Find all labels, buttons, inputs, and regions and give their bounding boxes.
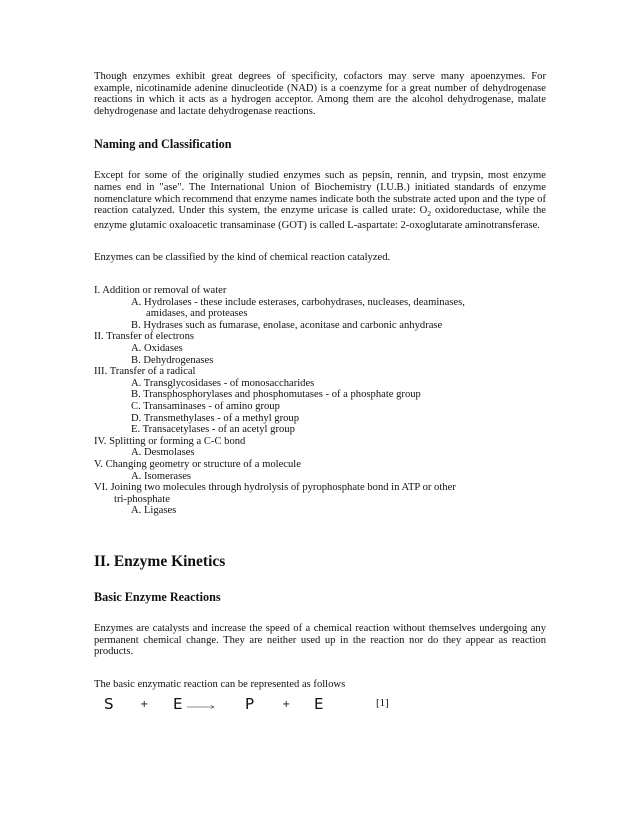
reaction-arrow-icon [187,703,247,711]
enzyme-reaction-equation [94,695,414,715]
naming-heading: Naming and Classification [94,137,232,152]
catalyst-paragraph: Enzymes are catalysts and increase the speed of a chemical reaction without themselves undergoing any permanent chemical change. They are neither used up in the reaction nor do they appear as reaction products. [94,622,546,658]
outline-item: I. Addition or removal of water [94,285,227,297]
oxygen-subscript: 2 [427,209,432,219]
classification-outline [94,285,546,517]
outline-item: B. Hydrases such as fumarase, enolase, aconitase and carbonic anhydrase [131,319,443,331]
outline-item: III. Transfer of a radical [94,366,196,378]
product-symbol: P [245,695,255,713]
outline-item: A. Isomerases [131,470,192,482]
outline-item: A. Oxidases [131,343,183,355]
reaction-intro-paragraph: The basic enzymatic reaction can be represented as follows [94,678,346,690]
outline-item: A. Transglycosidases - of monosaccharides [131,377,315,389]
outline-item: V. Changing geometry or structure of a molecule [94,458,301,470]
document-page [94,71,546,690]
enzyme-symbol: E [314,695,324,713]
outline-item: VI. Joining two molecules through hydrolysis of pyrophosphate bond in ATP or other [94,482,456,494]
outline-item: II. Transfer of electrons [94,331,195,343]
outline-item: B. Transphosphorylases and phosphomutases - of a phosphate group [131,389,421,401]
outline-item: A. Desmolases [131,447,195,459]
outline-item: C. Transaminases - of amino group [131,400,280,412]
outline-item: amidases, and proteases [146,308,248,320]
naming-text-1: Except for some of the originally studied enzymes such as pepsin, rennin, and trypsin, most enzyme names end in "ase". The International Union of Biochemistry (I.U.B.) initiated standards of enzyme nomenclature which recommend that enzyme names indicate both the substrate acted upon and the type of reaction catalyzed. Under this system, the enzyme uricase is called urate: O [94,170,546,217]
kinetics-heading: II. Enzyme Kinetics [94,552,226,570]
outline-item: A. Hydrolases - these include esterases, carbohydrases, nucleases, deaminases, [131,296,465,308]
outline-item: E. Transacetylases - of an acetyl group [131,424,295,436]
plus-sign: + [282,699,291,710]
basic-reactions-heading: Basic Enzyme Reactions [94,589,221,604]
enzyme-symbol: E [173,695,183,713]
intro-paragraph: Though enzymes exhibit great degrees of specificity, cofactors may serve many apoenzymes. For example, nicotinamide adenine dinucleotide (NAD) is a coenzyme for a great number of dehydrogenase reactions in which it acts as a hydrogen acceptor. Among them are the alcohol dehydrogenase, malate dehydrogenase and lactate dehydrogenase reactions. [94,71,546,117]
naming-paragraph [94,170,546,231]
plus-sign: + [140,699,149,710]
outline-item: tri-phosphate [114,493,170,505]
outline-item: IV. Splitting or forming a C-C bond [94,435,246,447]
classify-paragraph: Enzymes can be classified by the kind of chemical reaction catalyzed. [94,252,391,264]
equation-reference: [1] [376,697,389,709]
outline-item: D. Transmethylases - of a methyl group [131,412,300,424]
substrate-symbol: S [104,695,114,713]
naming-text-2: oxidoreductase, while the enzyme glutamic oxaloacetic transaminase (GOT) is called L-aspartate: 2-oxoglutarate aminotransferase. [94,205,546,231]
outline-item: B. Dehydrogenases [131,354,214,366]
outline-item: A. Ligases [131,505,177,517]
